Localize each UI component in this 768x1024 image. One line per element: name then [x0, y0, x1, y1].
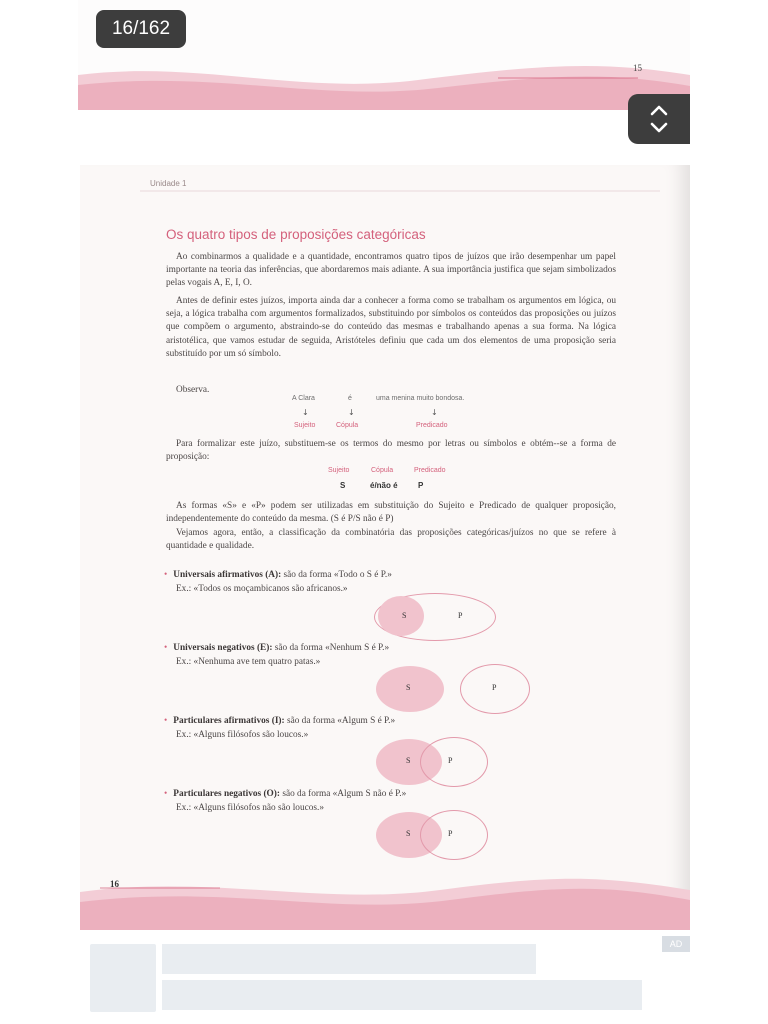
paragraph-3: Para formalizar este juízo, substituem-se os termos do mesmo por letras ou símbolos e obtém--se a forma de proposição:	[166, 439, 616, 463]
label-copula: Cópula	[336, 422, 359, 429]
formula-copula: é/não é	[370, 481, 398, 490]
page-counter: 16/162	[96, 10, 186, 48]
label-predicate: Predicado	[416, 422, 448, 429]
formula-s: S	[340, 481, 346, 490]
unit-label: Unidade 1	[150, 179, 187, 188]
type-a-heading	[164, 570, 392, 580]
paragraph-5: Vejamos agora, então, a classificação da combinatória das proposições categóricas/juízos no que se refere à quantidade e qualidade.	[166, 528, 616, 552]
type-e-form: são da forma «Nenhum S é P.»	[272, 643, 390, 653]
ad-area[interactable]	[78, 932, 690, 1024]
ad-badge: AD	[662, 936, 690, 952]
bullet-icon: •	[164, 789, 168, 799]
type-o-name: Particulares negativos (O):	[173, 789, 280, 799]
venn-o-predicate-circle	[420, 810, 488, 860]
venn-i-predicate-circle	[420, 737, 488, 787]
ad-title-placeholder	[162, 944, 536, 974]
venn-a-s: S	[402, 611, 407, 620]
example-subject: A Clara	[292, 395, 315, 402]
bullet-icon: •	[164, 643, 168, 653]
type-e-name: Universais negativos (E):	[173, 643, 273, 653]
type-o-form: são da forma «Algum S não é P.»	[280, 789, 407, 799]
formula-predicate-label: Predicado	[414, 467, 446, 474]
example-copula: é	[348, 395, 352, 402]
type-i-heading	[164, 716, 395, 726]
venn-i-p: P	[448, 756, 453, 765]
arrow-down-icon: ↓	[302, 408, 309, 417]
type-o-example: Ex.: «Alguns filósofos não são loucos.»	[176, 803, 324, 813]
venn-i-s: S	[406, 756, 411, 765]
type-a-form: são da forma «Todo o S é P.»	[281, 570, 392, 580]
type-i-example: Ex.: «Alguns filósofos são loucos.»	[176, 730, 309, 740]
ad-thumbnail-placeholder	[90, 944, 156, 1012]
venn-a-p: P	[458, 611, 463, 620]
arrow-down-icon: ↓	[431, 408, 438, 417]
formula-copula-label: Cópula	[371, 467, 394, 474]
type-o-heading	[164, 789, 406, 799]
type-e-heading	[164, 643, 389, 653]
page-wave-decoration	[80, 870, 690, 930]
label-subject: Sujeito	[294, 422, 316, 429]
example-predicate: uma menina muito bondosa.	[376, 395, 465, 402]
page-gap	[78, 110, 690, 165]
section-title: Os quatro tipos de proposições categóricas	[166, 227, 426, 242]
chevron-up-down-icon	[648, 101, 670, 137]
page-number: 16	[110, 879, 119, 889]
prev-page-number: 15	[633, 63, 642, 73]
type-i-form: são da forma «Algum S é P.»	[284, 716, 396, 726]
paragraph-4: As formas «S» e «P» podem ser utilizadas em substituição do Sujeito e Predicado de qualquer proposição, independentemente do conteúdo da mesma. (S é P/S não é P)	[166, 501, 616, 525]
venn-o-s: S	[406, 829, 411, 838]
venn-a-subject-circle	[378, 596, 424, 636]
bullet-icon: •	[164, 716, 168, 726]
formula-p: P	[418, 481, 424, 490]
type-e-example: Ex.: «Nenhuma ave tem quatro patas.»	[176, 657, 321, 667]
ad-text-placeholder	[162, 980, 642, 1010]
bullet-icon: •	[164, 570, 168, 580]
type-a-name: Universais afirmativos (A):	[173, 570, 282, 580]
arrow-down-icon: ↓	[348, 408, 355, 417]
venn-o-p: P	[448, 829, 453, 838]
paragraph-1: Ao combinarmos a qualidade e a quantidade, encontramos quatro tipos de juízos que irão desempenhar um papel importante na teoria das inferências, que abordaremos mais adiante. A sua importância justifica que sejam simbolizados pelas vogais A, E, I, O.	[166, 252, 616, 289]
header-rule	[140, 189, 660, 193]
type-i-name: Particulares afirmativos (I):	[173, 716, 285, 726]
observa-label: Observa.	[176, 385, 210, 395]
document-page	[80, 165, 690, 930]
paragraph-2: Antes de definir estes juízos, importa ainda dar a conhecer a forma como se trabalham os argumentos em lógica, ou seja, a lógica trabalha com argumentos formalizados, substituindo por símbolos os conteúdos das proposições ou juízos que compõem o argumento, abstraindo-se do conteúdo das mesmas e trabalhando apenas a sua forma. Na lógica aristotélica, que vamos estudar de seguida, Aristóteles definiu que cada um dos elementos de uma proposição seria substituído por um só símbolo.	[166, 296, 616, 359]
venn-e-p: P	[492, 683, 497, 692]
page-nav-toggle[interactable]	[628, 94, 690, 144]
type-a-example: Ex.: «Todos os moçambicanos são africanos.»	[176, 584, 348, 594]
venn-e-s: S	[406, 683, 411, 692]
formula-subject-label: Sujeito	[328, 467, 350, 474]
